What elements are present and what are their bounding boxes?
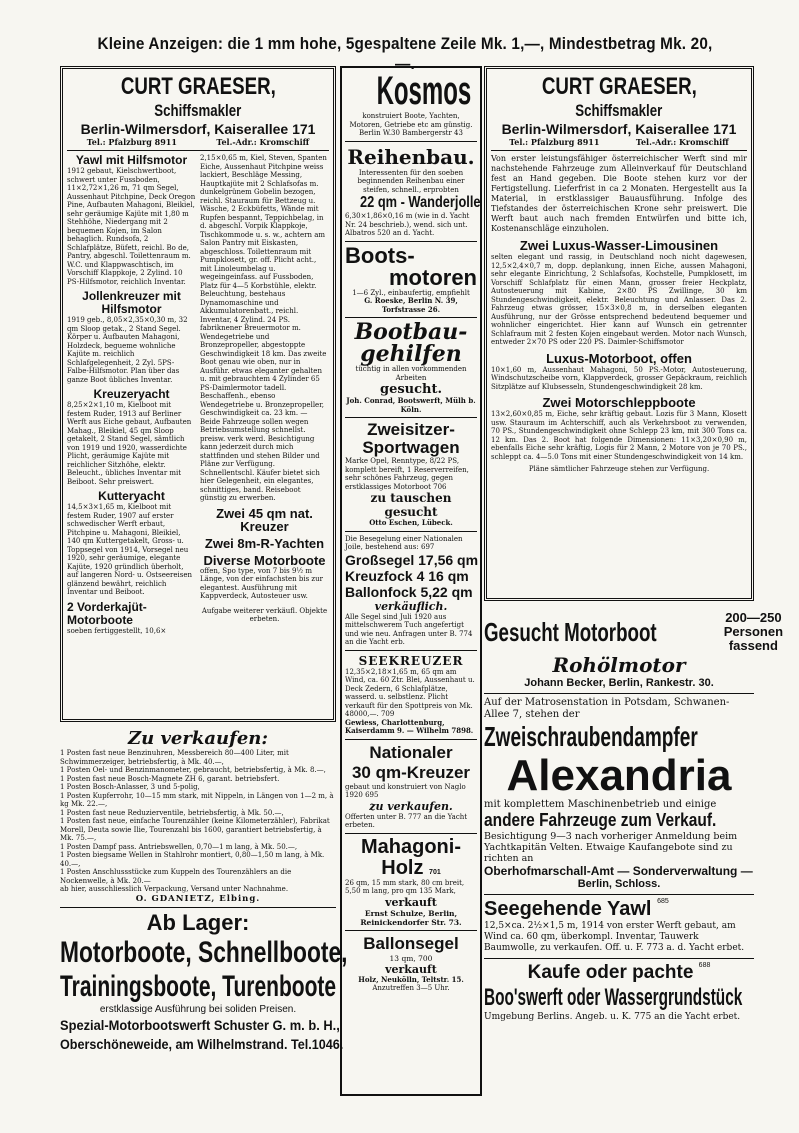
segel-text: Alle Segel sind Juli 1920 aus mittelschwerem Tuch angefertigt und wie neu. Anfragen unter B. 774 an die Yacht erb. [345, 612, 473, 646]
reihenbau-title: Reihenbau. [347, 144, 475, 169]
personen-fassend: 200—250 Personen fassend [723, 610, 784, 653]
vorder-text: soeben fertiggestellt, 10,6× [67, 626, 167, 635]
graeser2-role: Schiffsmakler [575, 101, 663, 120]
zu-verkaufen-ad [60, 728, 336, 904]
eschen-address: Otto Eschen, Lübeck. [369, 518, 453, 527]
luxus-title: Luxus-Motorboot, offen [546, 350, 692, 366]
kutter-text: 14,5×3×1,65 m, Kielboot mit festem Ruder, 1907 auf erster schwedischer Werft erbaut, Pitchpine u. Mahagoni, Bleikiel, 140 qm Kuttergetakelt, Gross- u. Toppsegel von 1914, Vorsegel neu 1920, sehr geräumige, elegante Kajüte, 1920 gründlich überholt, auf langeren Nord- u. Ostseereisen glänzend bewährt, reichlich Inventar und Beiboot. [67, 503, 192, 596]
holz-title: Holz [381, 856, 424, 879]
motoren-text: 1—6 Zyl., einbaufertig, empfiehlt [352, 288, 470, 297]
ab-lager-line5: Oberschöneweide, am Wilhelmstrand. Tel.1046. [60, 1035, 344, 1052]
luxus-text: 10×1,60 m, Aussenhaut Mahagoni, 50 PS.-Motor, Autosteuerung, Windschutzscheibe vorn, Klappverdeck, grosser Gepäckraum, reichlich Sitzplätze auf Klubsesseln, Stundengeschwindigkeit 28 km. [491, 365, 747, 391]
mahagoni-title: Mahagoni- [361, 835, 461, 858]
zwei-title: Zwei 45 qm nat. Kreuzer [216, 505, 313, 534]
gesucht-label: gesucht. [379, 382, 443, 397]
yawl-number: 685 [657, 898, 669, 905]
sport-number: 706 [433, 482, 447, 491]
offerten-text: Offerten unter B. 777 an die Yacht erbeten. [345, 812, 468, 829]
diverse-text: offen, Spo type, von 7 bis 9½ m Länge, von der einfachsten bis zur elegantest. Ausführung mit Kappverdeck, Autosteuer usw. [200, 566, 323, 600]
zu-verkaufen-item: 1 Posten Oel- und Benzinmanometer, gebraucht, betriebsfertig, à Mk. 8.—, [60, 766, 326, 774]
yawl-title: Yawl mit Hilfsmotor [75, 153, 188, 167]
ab-lager-line1: Motorboote, Schnellboote, [60, 935, 348, 969]
holz-text: 26 qm, 15 mm stark, 80 cm breit, 5,50 m lang, pro qm 135 Mark, [345, 878, 465, 895]
seekreuzer-text: 12,35×2,18×1,65 m, 65 qm am Wind, ca. 60 Ztr. Blei, Aussenhaut u. Deck Zedern, 6 Schlafplätze, wasserd. u. selbstlenz. Plicht verkauft für den Spottpreis von Mk. 48000,—. 709 [345, 667, 475, 718]
vorder-title: 2 Vorderkajüt-Motorboote [67, 599, 147, 627]
ballonsegel-title: Ballonsegel [363, 933, 459, 953]
motorboot-ad [484, 610, 784, 653]
jollen-title: Jollenkreuzer mit Hilfsmotor [82, 289, 181, 316]
plaene-text: Pläne sämtlicher Fahrzeuge stehen zur Verfügung. [528, 465, 710, 473]
nationaler-title: Nationaler [369, 742, 453, 762]
zu-verkaufen-item: 1 Posten Dampf pass. Antriebswellen, 0,70—1 m lang, à Mk. 50.—, [60, 842, 298, 851]
rohoel-title: Rohölmotor [552, 653, 686, 677]
gehilfen-title: gehilfen [360, 341, 462, 367]
graeser-right-ad [484, 66, 754, 601]
verkaeuflich-label: verkäuflich. [374, 599, 448, 613]
zu-verkaufen-item: 1 Posten fast neue Benzinuhren, Messbereich 80—400 Liter, mit Schwimmerzeiger, betriebsfertig, à Mk. 40.—, [60, 749, 289, 766]
middle-column [340, 66, 482, 1096]
conrad-address: Joh. Conrad, Bootswerft, Mülh b. Köln. [346, 396, 476, 414]
kosmos-title: Kosmos [376, 69, 472, 113]
kaufe-line: Boo'swerft oder Wassergrundstück [484, 984, 743, 1011]
sport-text: Marke Opel, Renntype, 8/22 PS, komplett bereift, 1 Reserverreifen, sehr schönes Fahrzeug, gegen erstklassiges Motorboot 706 [345, 457, 469, 491]
zu-verkaufen-item: 1 Posten Bosch-Anlasser, 3 und 5-polig, [60, 783, 200, 791]
motoren-title: motoren [389, 264, 477, 290]
kutter-title: Kutteryacht [98, 489, 165, 503]
zu-verkaufen-item: 1 Posten Anschlussstücke zum Kuppeln des Tourenzählers an die Nockenwelle, à Mk. 20.— [60, 868, 292, 885]
boots-title: Boots- [345, 242, 415, 268]
seekreuzer-number: 709 [380, 710, 395, 718]
right-column [484, 66, 784, 1022]
jollen-text: 1919 geb., 8,05×2,35×0,30 m, 32 qm Sloop getak., 2 Stand Segel. Körper u. Aufbauten Mahagoni, Holzdeck, begueme wohnliche Kajüte m. reichlich Schlafgelegenheit, 2 Zyl. 5PS-Falbe-Hilfsmotor. Plan über das ganze Boot übliches Inventar. [67, 316, 188, 384]
gdanietz-sender: O. GDANIETZ, Elbing. [135, 893, 261, 904]
schulze-address: Ernst Schulze, Berlin, Reinickendorfer Str. 73. [360, 908, 462, 927]
zu-verkaufen-item: ab hier, ausschliesslich Verpackung, Versand unter Nachnahme. [60, 885, 289, 893]
grosssegel: Großsegel 17,56 qm [345, 551, 479, 568]
holz-verkauft: verkauft [385, 895, 437, 909]
alexandria-ad [484, 693, 754, 890]
becker-address: Johann Becker, Berlin, Rankestr. 30. [524, 677, 714, 689]
kaufe-ad [484, 958, 754, 1022]
graeser-footer: Aufgabe weiterer verkäufl. Objekte erbeten. [201, 606, 328, 623]
kaufe-title: Kaufe oder pachte [527, 962, 694, 983]
right-text: 2,15×0,65 m, Kiel, Steven, Spanten Eiche, Aussenhaut Pitchpine weiss lackiert, Beschläge Messing, Hauptkajüte mit 2 Schlafsofas m. dunkelgrünem Gobelin bezogen, reichl. Stauraum für Bettzeug u. Wäsche, 2 Eckbüfetts, Wände mit Rupfen bespannt, Teppichbelag, in d. abgeschl. Vorpik Klappkoje, Tischkommode u. s. w., achtern am Salon Pantry mit Eiskasten, abgeschloss. Toilettenraum mit Pumpklosett, gr. off. Plicht acht., mit Linoleumbelag u. wegeingeinfass. auf Fussboden, Platz für 4—5 Korbstühle, elektr. Beleuchtung, bestehaus Dynamomaschine und Akkumulatorenbatt., reichl. Inventar, 4 Zylind. 24 PS. fabriknener Breuermotor m. Wendegetriebe und Bronzepropeller, abgestoppte Geschwindigkeit 18 km. Das zweite Boot genau wie oben, nur in Ausführ. etwas eleganter gehalten u. mit gebrauchtem 4 Zylinder 65 PS-Daimlermotor tadell. Beschaffenh., ebenso Wendegetriebe u. Bronzepropeller, Geschwindigkeit ca. 23 km. — Beide Fahrzeuge sollen wegen Betriebsumstellung schnellst. preisw. verk werd. Besichtigung kann jederzeit durch mich stattfinden und stehen Bilder und Pläne zur Verfügung. Schnellentschl. Käufer bietet sich hier Gelegenheit, ein elegantes, schnittiges, band. Reiseboot günstig zu erwerben. [200, 154, 327, 502]
yawl-ad-title: Seegehende Yawl [484, 898, 652, 920]
graeser-left-ad [60, 66, 336, 722]
zu-verkaufen-title: Zu verkaufen: [127, 728, 269, 749]
alexandria-name: Alexandria [506, 751, 732, 800]
schlepp-text: 13×2,60×0,85 m, Eiche, sehr kräftig gebaut. Lozis für 3 Mann, Klosett usw. Stauraum im Achterschiff, auch als Verkehrsboot zu verwenden, 70 PS., Stundengeschwindigkeit ohne Schlepp 23 km, mit 300 Tons ca. 12 km. Das 2. Boot hat folgende Dimensionen: 11×3,20×0,90 m, ebenfalls Eiche sehr kräftig, Logis für 2 Mann, 2 Motore von je 70 PS., schleppt ca. 4—5.0 Tons mit einer Stundengeschwindigkeit von 14 km. [491, 410, 747, 461]
qm30-number: 695 [365, 791, 379, 799]
neukolln-address: Holz, Neukölln, Teltstr. 15. [358, 974, 464, 984]
gehilfen-text: tüchtig in allen vorkommenden Arbeiten [355, 365, 467, 382]
ab-lager-line4: Spezial-Motorbootswerft Schuster G. m. b. H., [60, 1016, 340, 1033]
gesucht-motorboot: Gesucht Motorboot [484, 616, 657, 647]
graeser-address: Berlin-Wilmersdorf, Kaiserallee 171 [80, 121, 316, 137]
kosmos-text: konstruiert Boote, Yachten, Motoren, Getriebe etc am günstig. Berlin W.30 Bambergerstr 43 [349, 112, 473, 137]
anzutreffen: Anzutreffen 3—5 Uhr. [372, 984, 450, 992]
dampfer-title: Zweischraubendampfer [484, 721, 698, 752]
andere-title: andere Fahrzeuge zum Verkauf. [484, 810, 717, 830]
zu-verkaufen-item: 1 Posten fast neue Reduzierventile, betriebsfertig, à Mk. 50.—, [60, 808, 284, 817]
yawl-ad [484, 894, 754, 954]
kaufe-number: 688 [698, 962, 711, 969]
ab-lager-title: Ab Lager: [146, 909, 250, 935]
bs-qm: 13 qm, [389, 953, 416, 963]
zuverkaufen-label: zu verkaufen. [369, 799, 453, 813]
graeser-tel: Tel.: Pfalzburg 8911 [86, 137, 177, 147]
holz-number: 701 [429, 868, 441, 876]
reihenbau-text: Interessenten für den soeben beginnenden Reihenbau einer steifen, schnell., erprobten [357, 168, 465, 194]
diverse-title: Diverse Motorboote [203, 552, 326, 568]
ab-lager-line2: Trainingsboote, Turenboote [60, 969, 337, 1003]
yawl-ad-text: 12,5×ca. 2½×1,5 m, 1914 von erster Werft gebaut, am Wind ca. 60 qm, überkompl. Inventar, Tauwerk Baumwolle, zu verkaufen. Off. u. F. 773 a. d. Yacht erbet. [484, 921, 745, 953]
zwei8-title: Zwei 8m-R-Yachten [204, 535, 325, 551]
graeser-role: Schiffsmakler [154, 101, 242, 120]
limousinen-title: Zwei Luxus-Wasser-Limousinen [519, 238, 719, 253]
ballonfock: Ballonfock 5,22 qm [345, 583, 473, 600]
zu-verkaufen-item: 1 Posten fast neue, einfache Tourenzähler (keine Kilometerzähler), Fabrikat Morell, Deuta sowie Ilie, Tourenzahl bis 1600, garantiert betriebsfertig, à Mk. 75.—, [60, 817, 330, 842]
graeser2-address: Berlin-Wilmersdorf, Kaiserallee 171 [501, 121, 737, 137]
bs-number: 700 [418, 953, 433, 963]
zu-verkaufen-item: 1 Posten fast neue Bosch-Magnete ZH 6, garant. betriebsfert. [60, 774, 280, 783]
tauschen-label: zu tauschen gesucht [370, 491, 452, 519]
joile-number: 697 [421, 543, 435, 551]
bootbau-title: Bootbau- [354, 319, 468, 345]
kreuzer-title: Kreuzeryacht [93, 387, 170, 401]
joile-text: Die Besegelung einer Nationalen Joile, bestehend aus: 697 [345, 534, 463, 551]
oberhof-amt: Oberhofmarschall-Amt — Sonderverwaltung — [484, 864, 753, 878]
graeser2-name: CURT GRAESER, [541, 73, 697, 100]
gewiess-address: Gewiess, Charlottenburg, Kaiserdamm 9. — Wilhelm 7898. [345, 717, 474, 735]
zweisitzer-title: Zweisitzer- [367, 420, 455, 439]
qm30-text: gebaut und konstruiert von Naglo 1920 695 [345, 782, 466, 799]
left-column [60, 66, 348, 1053]
wanderjolle-title: 22 qm - Wanderjolle [360, 194, 481, 211]
graeser-adr: Tel.-Adr.: Kromschiff [216, 137, 310, 147]
alexandria-besichtigung: Besichtigung 9—3 nach vorheriger Anmeldung beim Yachtkapitän Velten. Etwaige Kaufangebote sind zu richten an [484, 831, 738, 864]
graeser2-adr: Tel.-Adr.: Kromschiff [635, 137, 729, 147]
wanderjolle-text: 6,30×1,86×0,16 m (wie in d. Yacht Nr. 24 beschrieb.), wend. sich unt. Albatros 520 an d. Yacht. [345, 212, 470, 237]
graeser2-intro: Von erster leistungsfähiger österreichischer Werft sind mir nachstehende Fahrzeuge zum Alleinverkauf für Deutschland fest an Hand gegeben. Die Boote stehen kurz vor der Fertigstellung. Lieferfrist in ca 2 Monaten. Hergestellt aus Ia Material, in erstklassiger Bauausführung. Infolge des Tiefstandes der österreichischen Krone sehr preiswert. Die Werft baut auch nach fremden Entwürfen und bitte ich, Kostenanschläge einzuholen. [491, 154, 747, 233]
yawl-text: 1912 gebaut, Kielschwertboot, schwert unter Fussboden, 11×2,72×1,26 m, 71 qm Segel, Aussenhaut Pitchpine, Deck Oregon Pine, Aufbauten Mahagoni, Bleikiel, sehr geräumige Kajüte mit 1,80 m Stehhöhe, Niedergang mit 2 bequemen Kojen, im Salon behaglich. Rundsofa, 2 Schlafplätze, Büfett, reichl. Bo de, Pantry, abgeschl. Toilettenraum m. W.C. und Klappwaschtisch, im Vorschiff Klappkoje, 2 Zylind. 10 PS-Hilfsmotor, reichlich Inventar. [67, 167, 196, 286]
roeske-address: G. Roeske, Berlin N. 39, Torfstrasse 26. [364, 296, 458, 314]
alexandria-intro: Auf der Matrosenstation in Potsdam, Schwanen-Allee 7, stehen der [484, 697, 730, 720]
schlepp-title: Zwei Motorschleppboote [542, 395, 696, 410]
graeser-name: CURT GRAESER, [120, 73, 276, 100]
kreuzer-text: 8,25×2×1,10 m, Kielboot mit festem Ruder, 1913 auf Berliner Werft aus Eiche gebaut, Aufbauten Mahag., Bleikiel, 45 qm Sloop getakelt, 2 Stand Segel, sämtlich von 1919 und 1920, wasserdichte Plicht, geräumige Kajüte mit reichlicher Sitzhöhe, elektr. Beleucht., übliches Inventar mit Beiboot. Sehr preiswert. [67, 401, 192, 486]
zu-verkaufen-item: 1 Posten Kupferrohr, 10—15 mm stark, mit Nippeln, in Längen von 1—2 m, à kg Mk. 22.—, [60, 791, 334, 808]
bs-verkauft: verkauft [385, 962, 437, 976]
seekreuzer-title: SEEKREUZER [358, 653, 464, 668]
alexandria-mit: mit komplettem Maschinenbetrieb und einige [484, 799, 717, 810]
zu-verkaufen-list [60, 749, 336, 894]
ab-lager-ad [60, 907, 348, 1053]
qm30-title: 30 qm-Kreuzer [351, 762, 471, 782]
zu-verkaufen-item: 1 Posten biegsame Wellen in Stahlrohr montiert, 0,80—1,50 m lang, à Mk. 40.—, [60, 851, 325, 868]
page-header: Kleine Anzeigen: die 1 mm hohe, 5gespaltene Zeile Mk. 1,—, Mindestbetrag Mk. 20,—. [97, 34, 713, 73]
divider [67, 150, 329, 151]
sportwagen-title: Sportwagen [362, 438, 460, 457]
ab-lager-line3: erstklassige Ausführung bei soliden Preisen. [99, 1003, 297, 1015]
berlin-schloss: Berlin, Schloss. [577, 878, 661, 890]
kaufe-text: Umgebung Berlins. Angeb. u. K. 775 an die Yacht erbet. [484, 1012, 741, 1022]
limousinen-text: selten elegant und rassig, in Deutschland noch nicht dagewesen, 12,5×2,4×0,7 m, dopp. deplankung, innen Eiche, aussen Mahagoni, sehr elegante Einrichtung, 2 Schlafsofas, Kochstelle, Pumpklosett, im Vorschiff Schlafplatz für einen Mann, grosser freier Heckplatz, Autosteuerung mit Kabine, 2×80 PS Zwillinge, 30 km Stundengeschwindigkeit, elektr. Beleuchtung und Anlasser. Das 2. Fahrzeug etwas grösser, 15×3×0,8 m, in derselben eleganten Ausführung, nur der Grösse entsprechend bedeutend bequemer und wohnlicher eingerichtet. Hier kann auf Wunsch ein getrennter Schlafraum mit 2 festen Kojen eingebaut werden. Motor nach Wunsch, entweder 2×70 PS oder 220 PS. Daimler-Schiffsmotor [491, 253, 747, 346]
kreuzfock: Kreuzfock 4 16 qm [345, 567, 469, 584]
graeser2-tel: Tel.: Pfalzburg 8911 [509, 137, 600, 147]
